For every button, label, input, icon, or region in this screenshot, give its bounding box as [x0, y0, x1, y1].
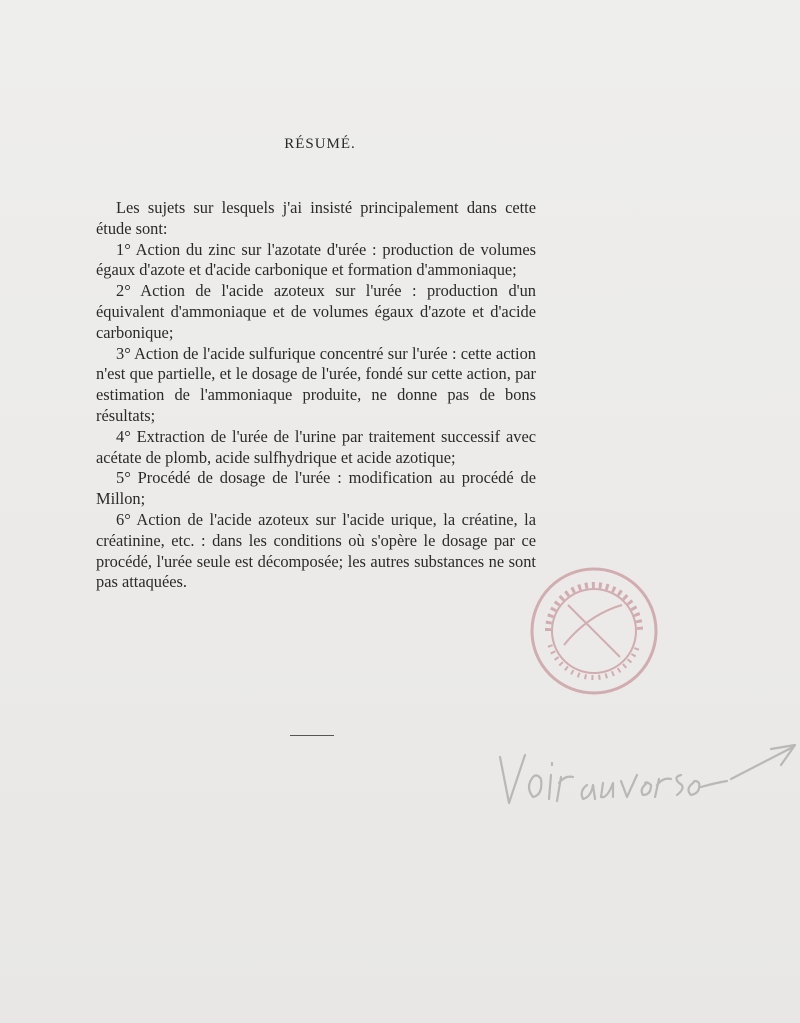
library-stamp — [528, 565, 660, 697]
item-4-paragraph: 4° Extraction de l'urée de l'urine par traitement successif avec acétate de plomb, acide sulfhydrique et acide azotique; — [96, 426, 536, 467]
closing-rule — [290, 735, 334, 736]
item-1-paragraph: 1° Action du zinc sur l'azotate d'urée : production de volumes égaux d'azote et d'acide carbonique et formation d'ammoniaque; — [96, 239, 536, 280]
item-2-paragraph: 2° Action de l'acide azoteux sur l'urée : production d'un équivalent d'ammoniaque et de volumes égaux d'azote et d'acide carbonique; — [96, 281, 536, 342]
item-3-paragraph: 3° Action de l'acide sulfurique concentré sur l'urée : cette action n'est que partielle, et le dosage de l'urée, fondé sur cette action, par estimation de l'ammoniaque produite, ne donne pas de bons résultats; — [96, 343, 536, 425]
page-title: RÉSUMÉ. — [284, 136, 356, 152]
intro-paragraph: Les sujets sur lesquels j'ai insisté principalement dans cette étude sont: — [96, 198, 536, 238]
resume-body — [96, 198, 536, 593]
item-6-paragraph: 6° Action de l'acide azoteux sur l'acide urique, la créatine, la créatinine, etc. : dans les conditions où s'opère le dosage par ce procédé, l'urée seule est décomposée; les autres substances ne sont pas attaquées. — [96, 509, 536, 592]
item-5-paragraph: 5° Procédé de dosage de l'urée : modification au procédé de Millon; — [96, 468, 536, 509]
handwritten-note — [495, 725, 800, 825]
